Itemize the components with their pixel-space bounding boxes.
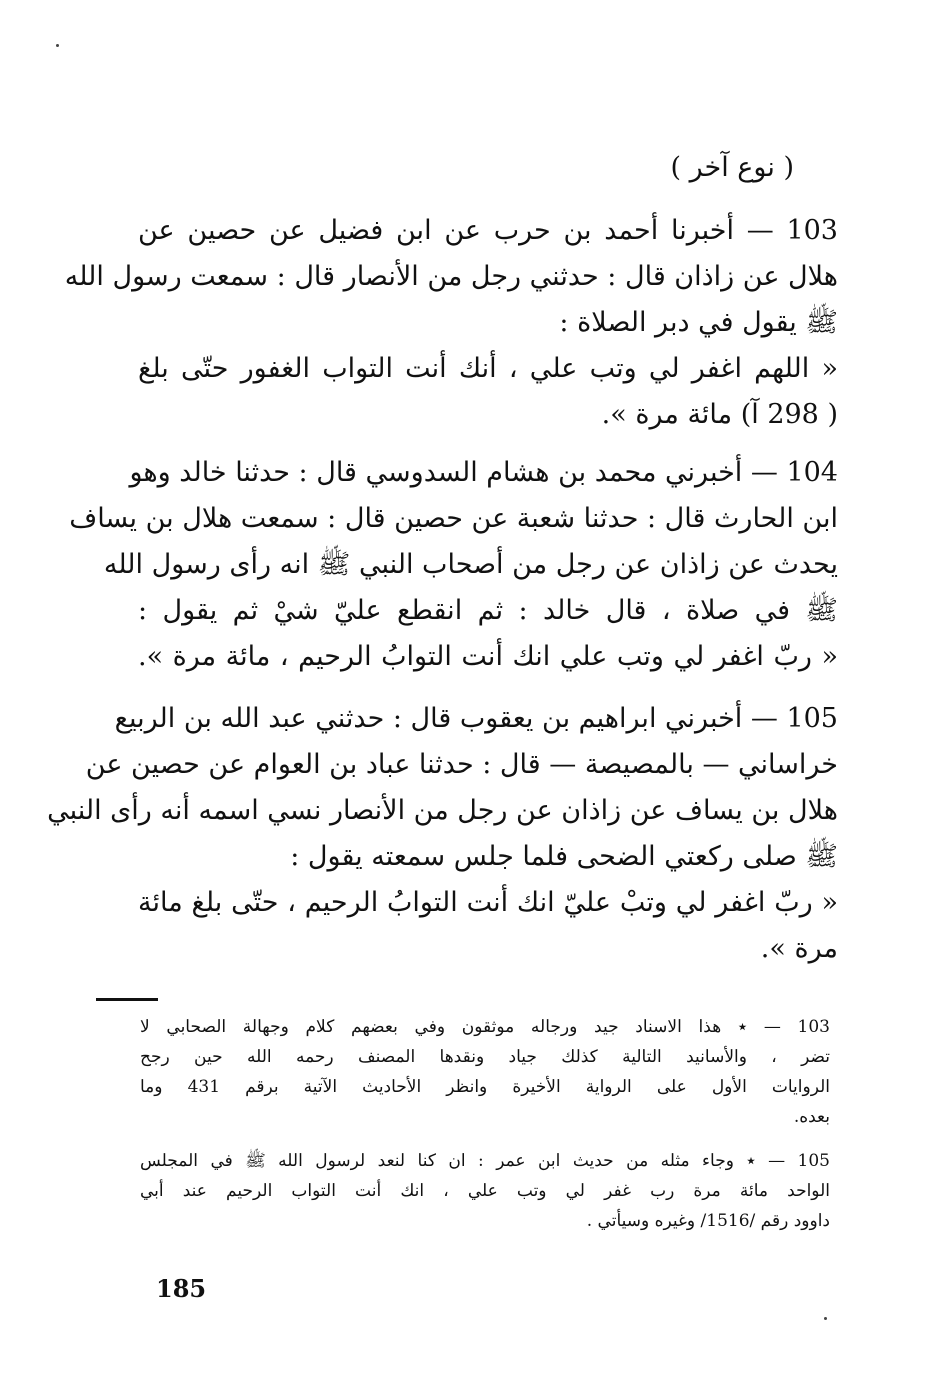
hadith-103-line: 103 — أخبرنا أحمد بن حرب عن ابن فضيل عن حصين عن [138,215,838,246]
hadith-103 [64,208,838,438]
hadith-104-line: ﷺ في صلاة ، قال خالد : ثم انقطع عليّ شيْ ثم يقول : [138,595,838,626]
footnote-line: الروايات الأول على الرواية الأخيرة وانظر الأحاديث الآتية برقم 431 وما [140,1077,830,1097]
hadith-105 [47,696,838,972]
scan-speck [56,44,59,47]
hadith-104-line: 104 — أخبرني محمد بن هشام السدوسي قال : حدثنا خالد وهو [129,457,838,488]
hadith-103-line: ( 298 آ) مائة مرة ». [601,399,838,430]
footnote-line: الواحد مائة مرة رب غفر لي وتب علي ، انك أنت التواب الرحيم عند أبي [140,1181,830,1201]
hadith-105-line: مرة ». [760,933,838,964]
footnote-line: 105 — ٭ وجاء مثله من حديث ابن عمر : ان كنا لنعد لرسول الله ﷺ في المجلس [140,1151,830,1171]
hadith-104 [69,450,838,680]
footnote-line: 103 — ٭ هذا الاسناد جيد ورجاله موثقون وفي بعضهم كلام وجهالة الصحابي لا [140,1017,830,1037]
hadith-105-line: هلال بن يساف عن زاذان عن رجل من الأنصار نسي اسمه أنه رأى النبي [47,795,838,826]
hadith-103-line: هلال عن زاذان قال : حدثني رجل من الأنصار قال : سمعت رسول الله [64,261,838,292]
hadith-104-line: ابن الحارث قال : حدثنا شعبة عن حصين قال : سمعت هلال بن يساف [69,503,838,534]
hadith-105-line: خراساني — بالمصيصة — قال : حدثنا عباد بن العوام عن حصين عن [85,749,838,780]
page-number: 185 [156,1274,207,1303]
hadith-103-line: ﷺ يقول في دبر الصلاة : [559,307,838,338]
hadith-105-line: ﷺ صلى ركعتي الضحى فلما جلس سمعته يقول : [290,841,838,872]
scan-speck [824,1317,827,1320]
footnote-divider [96,998,158,1001]
footnote-103 [140,1012,830,1132]
footnote-105 [140,1146,830,1236]
hadith-104-line: يحدث عن زاذان عن رجل من أصحاب النبي ﷺ انه رأى رسول الله [103,549,838,580]
section-heading: ( نوع آخر ) [670,152,794,183]
hadith-105-line: « ربّ اغفر لي وتبْ عليّ انك أنت التوابُ الرحيم ، حتّى بلغ مائة [138,887,838,918]
hadith-103-line: « اللهم اغفر لي وتب علي ، أنك أنت التواب الغفور حتّى بلغ [138,353,838,384]
footnote-line: داوود رقم /1516/ وغيره وسيأتي . [586,1211,830,1231]
footnote-line: بعده. [793,1107,830,1127]
hadith-105-line: 105 — أخبرني ابراهيم بن يعقوب قال : حدثني عبد الله بن الربيع [114,703,838,734]
footnote-line: تضر ، والأسانيد التالية كذلك جياد ونقدها المصنف رحمه الله حين رجح [140,1047,830,1067]
hadith-104-line: « ربّ اغفر لي وتب علي انك أنت التوابُ الرحيم ، مائة مرة ». [138,641,838,672]
